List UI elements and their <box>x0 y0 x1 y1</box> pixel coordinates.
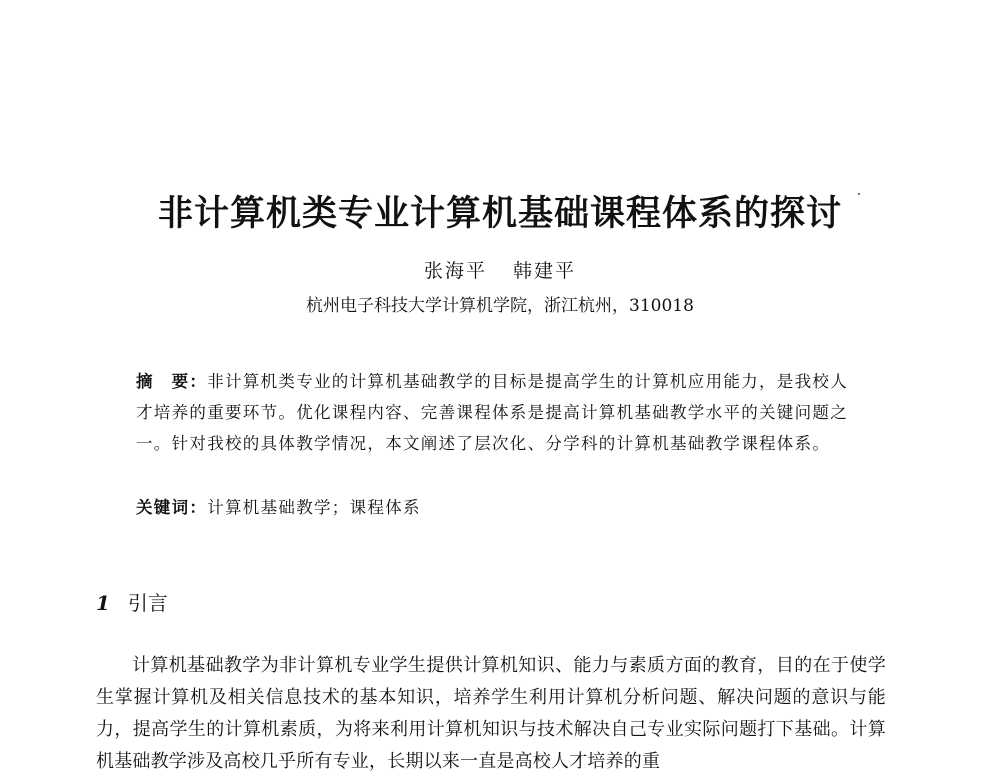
body-paragraph: 计算机基础教学为非计算机专业学生提供计算机知识、能力与素质方面的教育，目的在于使学生掌握计算机及相关信息技术的基本知识，培养学生利用计算机分析问题、解决问题的意识与能力，提高学生的计算机素质，为将来利用计算机知识与技术解决自己专业实际问题打下基础。计算机基础教学涉及高校几乎所有专业，长期以来一直是高校人才培养的重 <box>96 655 886 772</box>
author-line <box>0 257 1000 285</box>
section-title: 引言 <box>127 591 168 615</box>
section-number: 1 <box>96 591 110 615</box>
author-name: 韩建平 <box>513 260 577 282</box>
abstract-label: 摘 要： <box>136 372 208 391</box>
keywords <box>136 492 858 523</box>
keywords-text: 计算机基础教学；课程体系 <box>207 498 421 517</box>
affiliation: 杭州电子科技大学计算机学院，浙江杭州，310018 <box>306 296 694 316</box>
author-name: 张海平 <box>423 260 487 282</box>
paper-title: 非计算机类专业计算机基础课程体系的探讨 <box>157 194 842 234</box>
keywords-label: 关键词： <box>136 498 208 517</box>
abstract-text: 非计算机类专业的计算机基础教学的目标是提高学生的计算机应用能力，是我校人才培养的重要环节。优化课程内容、完善课程体系是提高计算机基础教学水平的关键问题之一。针对我校的具体教学情况，本文阐述了层次化、分学科的计算机基础教学课程体系。 <box>136 372 849 453</box>
abstract <box>136 366 858 459</box>
section-heading <box>96 588 168 618</box>
